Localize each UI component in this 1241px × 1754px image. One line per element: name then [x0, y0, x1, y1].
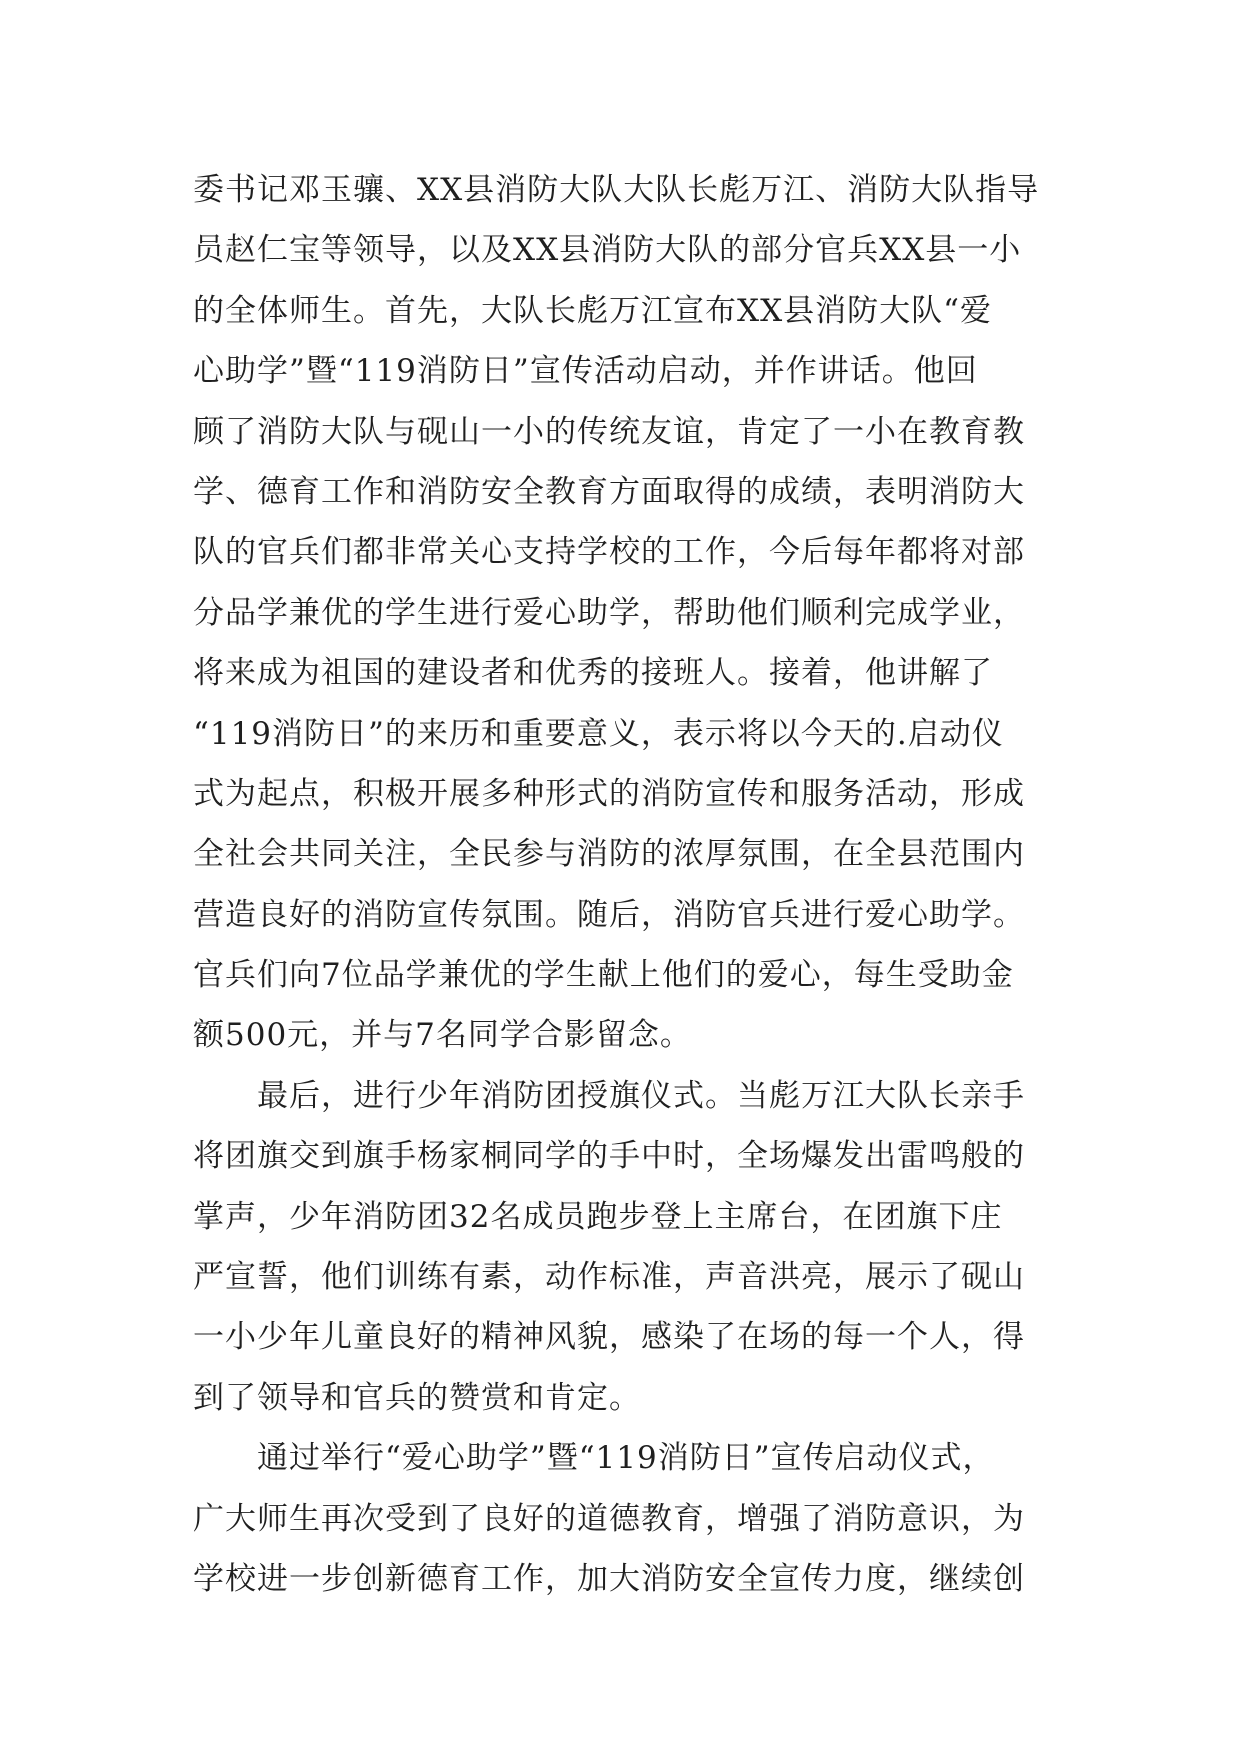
text-line: 掌声，少年消防团32名成员跑步登上主席台，在团旗下庄	[193, 1198, 1003, 1235]
text-line: 委书记邓玉骧、XX县消防大队大队长彪万江、消防大队指导	[193, 172, 1040, 208]
text-line: 员赵仁宝等领导，以及XX县消防大队的部分官兵XX县一小	[193, 232, 1022, 269]
paragraph-start-line: 最后，进行少年消防团授旗仪式。当彪万江大队长亲手	[193, 1077, 1025, 1114]
text-line: 额500元，并与7名同学合影留念。	[193, 1017, 692, 1054]
text-line: 分品学兼优的学生进行爱心助学，帮助他们顺利完成学业，	[193, 594, 1025, 631]
text-line: 学、德育工作和消防安全教育方面取得的成绩，表明消防大	[193, 473, 1025, 510]
text-line: 式为起点，积极开展多种形式的消防宣传和服务活动，形成	[193, 775, 1025, 812]
text-line: 营造良好的消防宣传氛围。随后，消防官兵进行爱心助学。	[193, 896, 1025, 933]
paragraph-start-line: 通过举行“爱心助学”暨“119消防日”宣传启动仪式，	[193, 1440, 995, 1477]
text-line: 的全体师生。首先，大队长彪万江宣布XX县消防大队“爱	[193, 292, 992, 329]
text-line: 全社会共同关注，全民参与消防的浓厚氛围，在全县范围内	[193, 836, 1025, 873]
text-line: 心助学”暨“119消防日”宣传活动启动，并作讲话。他回	[193, 353, 978, 390]
text-line: “119消防日”的来历和重要意义，表示将以今天的.启动仪	[193, 715, 1004, 752]
text-line: 队的官兵们都非常关心支持学校的工作，今后每年都将对部	[193, 534, 1025, 571]
text-line: 一小少年儿童良好的精神风貌，感染了在场的每一个人，得	[193, 1319, 1025, 1356]
document-body	[193, 160, 1053, 1609]
text-line: 严宣誓，他们训练有素，动作标准，声音洪亮，展示了砚山	[193, 1259, 1025, 1296]
text-line: 广大师生再次受到了良好的道德教育，增强了消防意识，为	[193, 1500, 1025, 1537]
text-line: 到了领导和官兵的赞赏和肯定。	[193, 1379, 641, 1416]
text-line: 顾了消防大队与砚山一小的传统友谊，肯定了一小在教育教	[193, 413, 1025, 450]
text-line: 学校进一步创新德育工作，加大消防安全宣传力度，继续创	[193, 1560, 1025, 1597]
text-line: 将来成为祖国的建设者和优秀的接班人。接着，他讲解了	[193, 655, 993, 692]
text-line: 官兵们向7位品学兼优的学生献上他们的爱心，每生受助金	[193, 957, 1014, 994]
text-line: 将团旗交到旗手杨家桐同学的手中时，全场爆发出雷鸣般的	[193, 1138, 1025, 1175]
